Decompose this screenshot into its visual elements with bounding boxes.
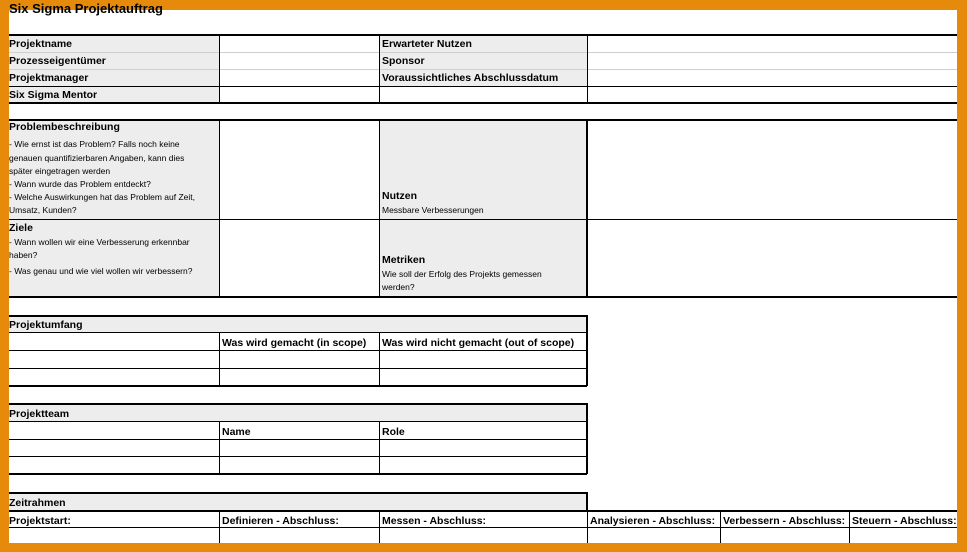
label-projektmanager: Projektmanager	[9, 72, 89, 84]
projektteam-heading: Projektteam	[9, 408, 70, 420]
team-cell[interactable]	[221, 457, 377, 472]
rule	[379, 35, 380, 103]
metriken-line: werden?	[382, 282, 415, 292]
ziele-line: haben?	[9, 250, 38, 260]
label-abschlussdatum: Voraussichtliches Abschlussdatum	[382, 72, 559, 84]
input-ziele[interactable]	[221, 221, 377, 295]
problem-line: genauen quantifizierbaren Angaben, kann dies	[9, 153, 185, 163]
rule	[379, 511, 380, 543]
projektumfang-heading: Projektumfang	[9, 319, 83, 331]
input-six-sigma-mentor[interactable]	[221, 87, 377, 102]
rule	[849, 511, 850, 543]
input-nutzen[interactable]	[589, 121, 955, 218]
zeitrahmen-cell[interactable]	[851, 528, 955, 543]
rule	[219, 120, 220, 296]
col-analysieren: Analysieren - Abschluss:	[590, 515, 716, 527]
input-projektname[interactable]	[221, 36, 377, 51]
rule	[9, 86, 957, 87]
rule	[9, 385, 587, 387]
rule	[379, 422, 380, 474]
label-projektname: Projektname	[9, 38, 73, 50]
label-erwarteter-nutzen: Erwarteter Nutzen	[382, 38, 472, 50]
projektteam-header-fill	[9, 404, 587, 421]
input-projektmanager[interactable]	[221, 70, 377, 85]
rule	[9, 296, 957, 298]
problem-heading: Problembeschreibung	[9, 121, 120, 133]
rule	[720, 511, 721, 543]
rule	[9, 421, 587, 422]
input-sponsor[interactable]	[589, 53, 955, 68]
rule	[9, 332, 587, 333]
rule	[587, 511, 588, 543]
problem-line: - Wann wurde das Problem entdeckt?	[9, 179, 151, 189]
zeitrahmen-header-fill	[9, 493, 587, 510]
scope-cell[interactable]	[381, 351, 585, 367]
rule	[379, 120, 380, 296]
rule	[9, 403, 587, 405]
rule	[9, 315, 587, 317]
col-name: Name	[222, 426, 251, 438]
input-problembeschreibung[interactable]	[221, 121, 377, 218]
col-out-of-scope: Was wird nicht gemacht (out of scope)	[382, 337, 575, 349]
rule	[379, 333, 380, 385]
team-cell[interactable]	[221, 440, 377, 455]
rule	[586, 492, 588, 511]
rule	[219, 333, 220, 385]
scope-cell[interactable]	[381, 369, 585, 384]
col-role: Role	[382, 426, 405, 438]
page-title: Six Sigma Projektauftrag	[9, 1, 163, 16]
scope-cell[interactable]	[221, 351, 377, 367]
worksheet	[9, 1, 957, 543]
input-metriken[interactable]	[589, 221, 955, 295]
label-prozesseigentuemer: Prozesseigentümer	[9, 55, 106, 67]
zeitrahmen-cell[interactable]	[221, 528, 377, 543]
team-cell[interactable]	[9, 457, 217, 472]
label-six-sigma-mentor: Six Sigma Mentor	[9, 89, 98, 101]
nutzen-subtext: Messbare Verbesserungen	[382, 205, 484, 215]
rule	[587, 35, 588, 103]
input-erwarteter-nutzen[interactable]	[589, 36, 955, 51]
zeitrahmen-cell[interactable]	[722, 528, 847, 543]
zeitrahmen-cell[interactable]	[381, 528, 585, 543]
nutzen-heading: Nutzen	[382, 190, 417, 202]
rule	[586, 120, 588, 296]
ziele-line: - Was genau und wie viel wollen wir verbessern?	[9, 266, 193, 276]
problem-line: - Welche Auswirkungen hat das Problem auf Zeit,	[9, 192, 195, 202]
col-messen: Messen - Abschluss:	[382, 515, 487, 527]
col-definieren: Definieren - Abschluss:	[222, 515, 339, 527]
projektumfang-header-fill	[9, 316, 587, 332]
rule	[219, 511, 220, 543]
team-cell[interactable]	[381, 440, 585, 455]
label-sponsor: Sponsor	[382, 55, 425, 67]
rule	[586, 403, 588, 474]
scope-cell[interactable]	[9, 369, 217, 384]
input-abschlussdatum[interactable]	[589, 70, 955, 85]
scope-cell[interactable]	[9, 351, 217, 367]
col-verbessern: Verbessern - Abschluss:	[723, 515, 846, 527]
col-steuern: Steuern - Abschluss:	[852, 515, 957, 527]
col-in-scope: Was wird gemacht (in scope)	[222, 337, 367, 349]
problem-line: - Wie ernst ist das Problem? Falls noch keine	[9, 139, 180, 149]
rule	[9, 492, 587, 494]
ziele-heading: Ziele	[9, 222, 33, 234]
input-prozesseigentuemer[interactable]	[221, 53, 377, 68]
ziele-line: - Wann wollen wir eine Verbesserung erkennbar	[9, 237, 190, 247]
scope-cell[interactable]	[221, 369, 377, 384]
zeitrahmen-heading: Zeitrahmen	[9, 497, 66, 509]
metriken-heading: Metriken	[382, 254, 426, 266]
rule	[219, 422, 220, 474]
zeitrahmen-cell[interactable]	[9, 528, 217, 543]
col-projektstart: Projektstart:	[9, 515, 71, 527]
team-cell[interactable]	[9, 440, 217, 455]
problem-line: später eingetragen werden	[9, 166, 111, 176]
rule	[9, 102, 957, 104]
rule	[9, 219, 957, 220]
rule	[9, 473, 587, 475]
rule	[219, 35, 220, 103]
problem-line: Umsatz, Kunden?	[9, 205, 77, 215]
team-cell[interactable]	[381, 457, 585, 472]
rule	[586, 315, 588, 386]
rule	[9, 510, 957, 512]
metriken-line: Wie soll der Erfolg des Projekts gemessen	[382, 269, 542, 279]
zeitrahmen-cell[interactable]	[589, 528, 718, 543]
